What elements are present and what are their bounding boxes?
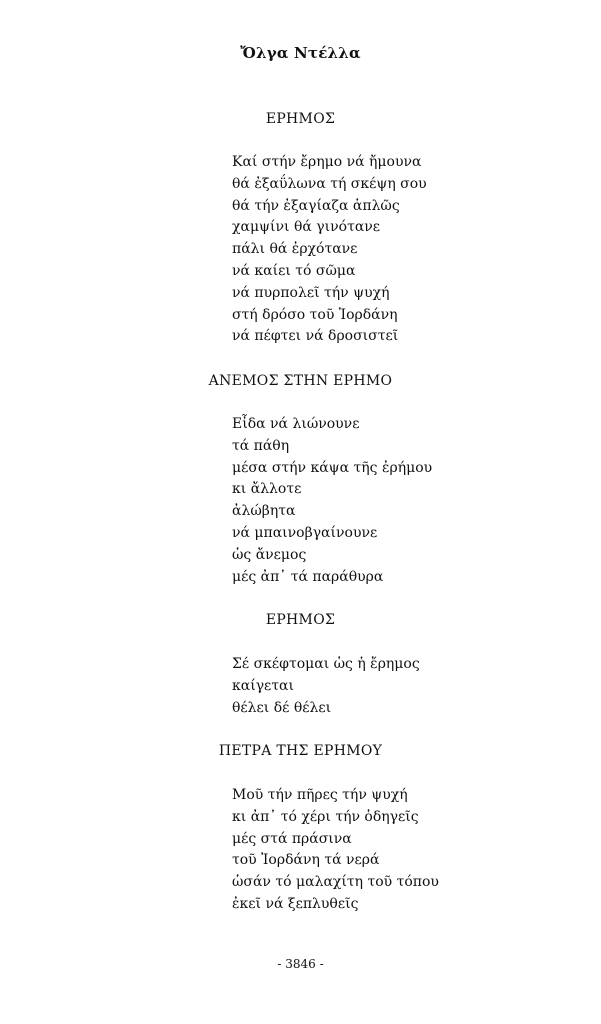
poem-stanza-petra: [232, 785, 439, 916]
poem-title-erimos-2: ΕΡΗΜΟΣ: [265, 612, 336, 628]
verse-line: κι ἄλλοτε: [232, 481, 302, 498]
poem-title-erimos-1: ΕΡΗΜΟΣ: [265, 111, 336, 127]
verse-line: ὡσάν τό μαλαχίτη τοῦ τόπου: [232, 874, 439, 891]
poem-title-petra: ΠΕΤΡΑ ΤΗΣ ΕΡΗΜΟΥ: [218, 743, 383, 759]
verse-line: ὡς ἄνεμος: [232, 546, 307, 563]
verse-line: θά τήν ἐξαγίαζα ἁπλῶς: [232, 197, 400, 214]
verse-line: μέσα στήν κάψα τῆς ἐρήμου: [232, 459, 433, 476]
verse-line: τοῦ Ἰορδάνη τά νερά: [232, 852, 380, 869]
verse-line: ἀλώβητα: [232, 503, 296, 520]
verse-line: νά μπαινοβγαίνουνε: [232, 524, 378, 541]
verse-line: τά πάθη: [232, 437, 290, 454]
verse-line: ἐκεῖ νά ξεπλυθεῖς: [232, 895, 359, 912]
verse-line: Μοῦ τήν πῆρες τήν ψυχή: [232, 787, 408, 803]
verse-line: Καί στήν ἔρημο νά ἤμουνα: [232, 154, 422, 170]
verse-line: πάλι θά ἐρχότανε: [232, 241, 358, 258]
verse-line: μές ἀπ᾽ τά παράθυρα: [232, 568, 384, 585]
poem-stanza-erimos-2: [232, 654, 420, 719]
verse-line: νά πέφτει νά δροσιστεῖ: [232, 328, 399, 345]
author-name: Ὄλγα Ντέλλα: [240, 44, 361, 62]
verse-line: θά ἐξαΰλωνα τή σκέψη σου: [232, 175, 427, 192]
verse-line: στή δρόσο τοῦ Ἰορδάνη: [232, 306, 398, 323]
verse-line: κι ἀπ᾽ τό χέρι τήν ὁδηγεῖς: [232, 808, 419, 825]
verse-line: Εἶδα νά λιώνουνε: [232, 416, 360, 432]
poem-stanza-anemos: [232, 414, 432, 588]
poem-stanza-erimos-1: [232, 152, 427, 348]
verse-line: καίγεται: [232, 677, 295, 694]
verse-line: νά καίει τό σῶμα: [232, 262, 356, 279]
verse-line: Σέ σκέφτομαι ὡς ἡ ἔρημος: [232, 656, 420, 672]
verse-line: μές στά πράσινα: [232, 830, 352, 847]
verse-line: χαμψίνι θά γινότανε: [232, 219, 381, 236]
verse-line: νά πυρπολεῖ τήν ψυχή: [232, 284, 390, 301]
page-number: - 3846 -: [277, 957, 324, 971]
verse-line: θέλει δέ θέλει: [232, 699, 332, 716]
poem-title-anemos: ΑΝΕΜΟΣ ΣΤΗΝ ΕΡΗΜΟ: [208, 373, 393, 389]
